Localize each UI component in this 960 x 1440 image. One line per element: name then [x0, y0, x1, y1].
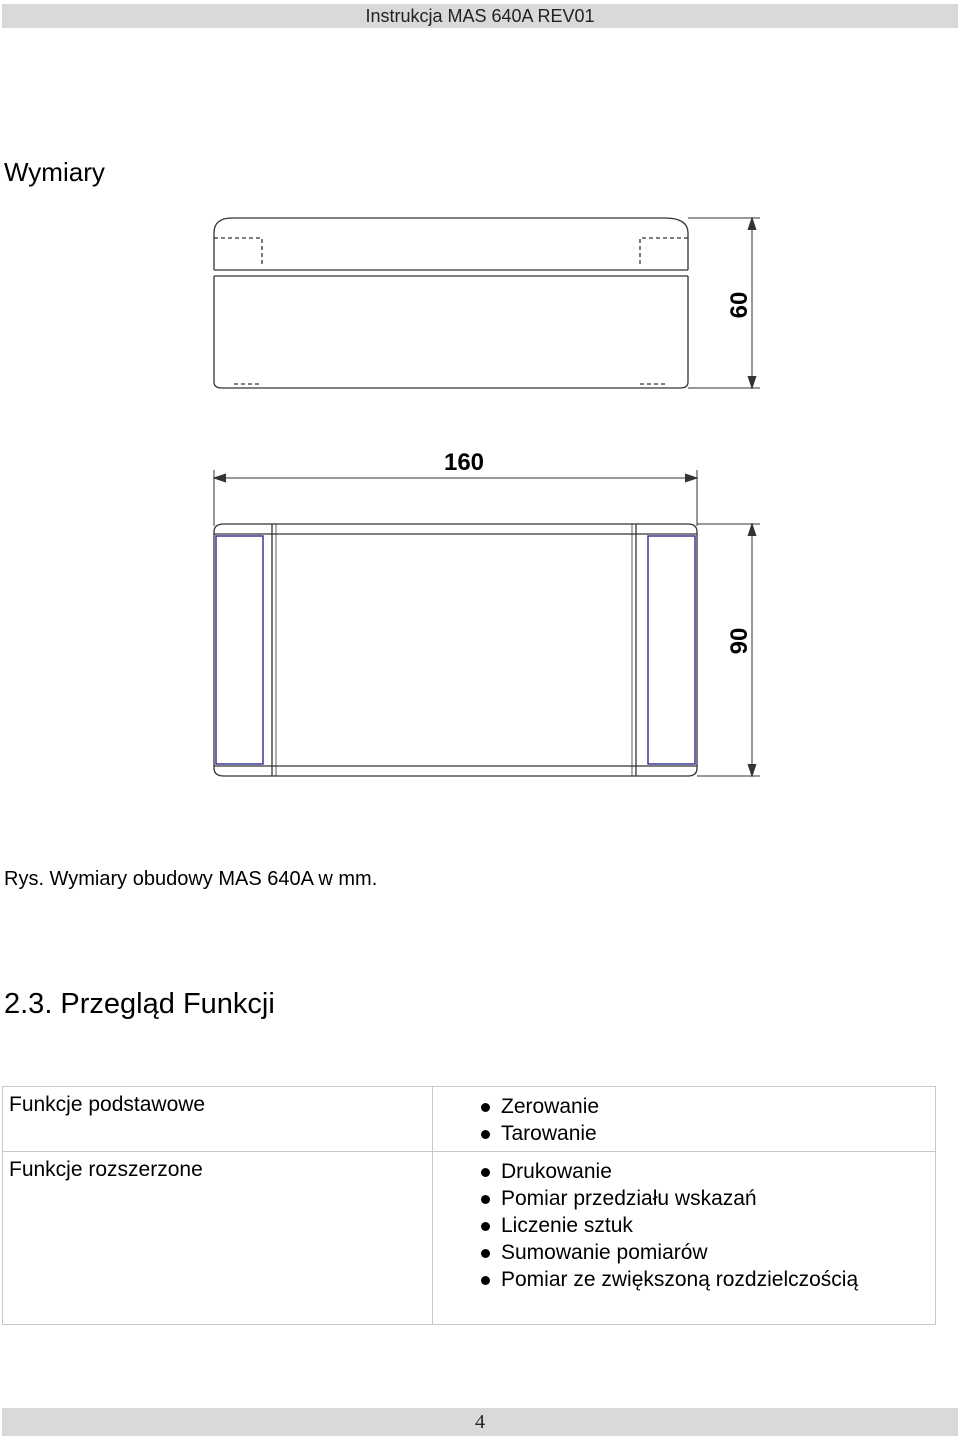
list-item: Drukowanie — [439, 1158, 929, 1185]
table-row — [3, 1152, 936, 1325]
extended-functions-list — [439, 1158, 929, 1293]
section-heading: 2.3. Przegląd Funkcji — [4, 988, 275, 1020]
page-footer — [2, 1408, 958, 1436]
list-item: Pomiar ze zwiększoną rozdzielczością — [439, 1266, 929, 1293]
list-item: Zerowanie — [439, 1093, 929, 1120]
dim-width-label: 160 — [443, 449, 485, 476]
basic-functions-list — [439, 1093, 929, 1147]
extended-functions-label: Funkcje rozszerzone — [3, 1152, 433, 1325]
table-row — [3, 1087, 936, 1152]
figure-caption: Rys. Wymiary obudowy MAS 640A w mm. — [4, 868, 378, 890]
list-item: Pomiar przedziału wskazań — [439, 1185, 929, 1212]
enclosure-dimension-drawing — [0, 200, 960, 800]
section-title: Wymiary — [4, 157, 105, 187]
page-number: 4 — [475, 1410, 485, 1433]
page-header — [2, 4, 958, 28]
list-item: Tarowanie — [439, 1120, 929, 1147]
basic-functions-label: Funkcje podstawowe — [3, 1087, 433, 1152]
list-item: Sumowanie pomiarów — [439, 1239, 929, 1266]
dim-height-label: 60 — [726, 291, 753, 319]
dim-depth-label: 90 — [726, 627, 753, 655]
header-title: Instrukcja MAS 640A REV01 — [365, 5, 595, 26]
basic-functions-list-cell — [433, 1087, 936, 1152]
list-item: Liczenie sztuk — [439, 1212, 929, 1239]
functions-table — [2, 1086, 936, 1325]
extended-functions-list-cell — [433, 1152, 936, 1325]
